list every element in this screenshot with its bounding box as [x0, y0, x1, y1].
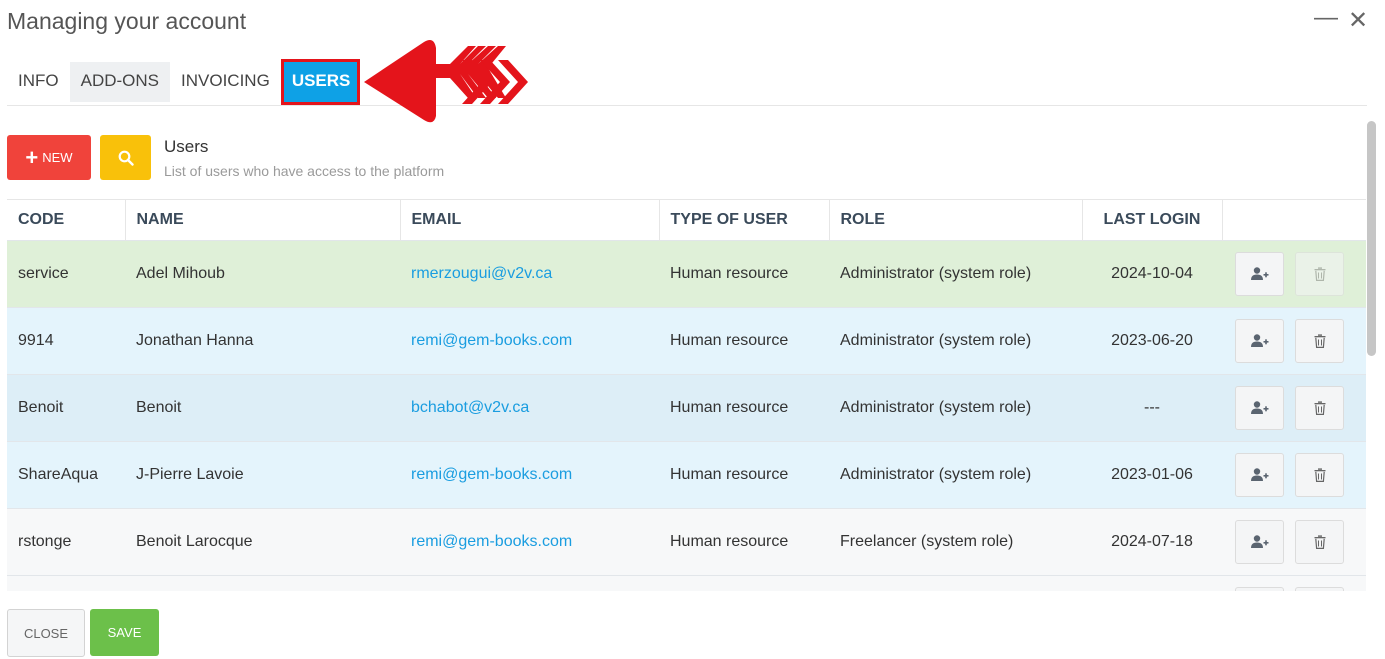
tabs-divider [7, 105, 1367, 106]
trash-icon [1314, 401, 1326, 415]
cell-email[interactable]: remi@gem-books.com [400, 308, 659, 375]
close-icon[interactable]: ✕ [1348, 7, 1369, 34]
cell-email[interactable]: remi@gem-books.com [400, 442, 659, 509]
users-table-container[interactable] [7, 199, 1366, 591]
cell-name: Jonathan Hanna [125, 308, 400, 375]
cell-last-login: 2023-06-20 [1082, 308, 1222, 375]
header-role[interactable]: ROLE [829, 200, 1082, 241]
red-arrow-callout-icon [364, 38, 536, 126]
table-row[interactable] [7, 442, 1366, 509]
delete-user-button[interactable] [1295, 453, 1344, 497]
trash-icon [1314, 334, 1326, 348]
delete-user-button[interactable] [1295, 319, 1344, 363]
cell-actions [1222, 509, 1366, 576]
cell-email[interactable]: bchabot@v2v.ca [400, 375, 659, 442]
cell-code: 9914 [7, 308, 125, 375]
user-plus-icon [1251, 401, 1269, 415]
cell-last-login: 2024-07-18 [1082, 509, 1222, 576]
header-email[interactable]: EMAIL [400, 200, 659, 241]
trash-icon [1314, 267, 1326, 281]
delete-user-button[interactable] [1295, 520, 1344, 564]
user-plus-icon [1251, 535, 1269, 549]
tab-add-ons[interactable]: ADD-ONS [70, 62, 170, 102]
cell-role: Administrator (system role) [829, 442, 1082, 509]
cell-code: rstonge [7, 509, 125, 576]
add-role-button[interactable] [1235, 587, 1284, 591]
cell-code [7, 576, 125, 592]
cell-code: ShareAqua [7, 442, 125, 509]
table-header-row [7, 200, 1366, 241]
add-role-button[interactable] [1235, 520, 1284, 564]
cell-code: Benoit [7, 375, 125, 442]
search-icon [118, 150, 134, 166]
delete-user-button[interactable] [1295, 252, 1344, 296]
header-last-login[interactable]: LAST LOGIN [1082, 200, 1222, 241]
cell-name: Benoit [125, 375, 400, 442]
cell-role: Freelancer (system role) [829, 509, 1082, 576]
cell-email[interactable]: remi@gem-books.com [400, 509, 659, 576]
table-row[interactable] [7, 576, 1366, 592]
cell-actions [1222, 442, 1366, 509]
plus-icon: + [25, 144, 39, 170]
add-role-button[interactable] [1235, 453, 1284, 497]
table-row[interactable] [7, 375, 1366, 442]
cell-name: Benoit Larocque [125, 509, 400, 576]
add-role-button[interactable] [1235, 319, 1284, 363]
cell-last-login: 2024-10-04 [1082, 241, 1222, 308]
add-role-button[interactable] [1235, 252, 1284, 296]
header-name[interactable]: NAME [125, 200, 400, 241]
user-plus-icon [1251, 267, 1269, 281]
cell-actions [1222, 308, 1366, 375]
table-row[interactable] [7, 241, 1366, 308]
cell-name: J-Pierre Lavoie [125, 442, 400, 509]
header-code[interactable]: CODE [7, 200, 125, 241]
trash-icon [1314, 468, 1326, 482]
cell-type: Human resource [659, 509, 829, 576]
cell-last-login: --- [1082, 375, 1222, 442]
cell-type [659, 576, 829, 592]
trash-icon [1314, 535, 1326, 549]
section-subtitle: List of users who have access to the platform [164, 163, 445, 179]
dialog-title: Managing your account [7, 8, 247, 34]
cell-last-login: 2023-01-06 [1082, 442, 1222, 509]
delete-user-button[interactable] [1295, 386, 1344, 430]
cell-actions [1222, 241, 1366, 308]
tab-info[interactable]: INFO [18, 71, 59, 90]
delete-user-button[interactable] [1295, 587, 1344, 591]
user-plus-icon [1251, 468, 1269, 482]
cell-type: Human resource [659, 375, 829, 442]
header-type-of-user[interactable]: TYPE OF USER [659, 200, 829, 241]
cell-role: Administrator (system role) [829, 241, 1082, 308]
cell-email[interactable] [400, 576, 659, 592]
cell-name: Adel Mihoub [125, 241, 400, 308]
cell-last-login [1082, 576, 1222, 592]
cell-name [125, 576, 400, 592]
section-title: Users [164, 137, 209, 156]
new-user-button[interactable] [7, 135, 91, 180]
cell-actions [1222, 576, 1366, 592]
tab-bar [7, 62, 357, 102]
cell-code: service [7, 241, 125, 308]
cell-role [829, 576, 1082, 592]
save-button[interactable]: SAVE [90, 609, 159, 656]
search-button[interactable] [100, 135, 151, 180]
new-button-label: NEW [42, 150, 73, 165]
header-actions [1222, 200, 1366, 241]
cell-type: Human resource [659, 442, 829, 509]
table-row[interactable] [7, 308, 1366, 375]
cell-type: Human resource [659, 241, 829, 308]
cell-type: Human resource [659, 308, 829, 375]
minimize-icon[interactable]: — [1314, 4, 1338, 31]
tab-users[interactable]: USERS [284, 62, 358, 102]
close-button[interactable]: CLOSE [7, 609, 85, 657]
cell-email[interactable]: rmerzougui@v2v.ca [400, 241, 659, 308]
tab-invoicing[interactable]: INVOICING [181, 71, 270, 90]
add-role-button[interactable] [1235, 386, 1284, 430]
cell-actions [1222, 375, 1366, 442]
scrollbar-thumb[interactable] [1367, 121, 1376, 356]
user-plus-icon [1251, 334, 1269, 348]
table-row[interactable] [7, 509, 1366, 576]
cell-role: Administrator (system role) [829, 375, 1082, 442]
cell-role: Administrator (system role) [829, 308, 1082, 375]
users-table [7, 199, 1366, 591]
